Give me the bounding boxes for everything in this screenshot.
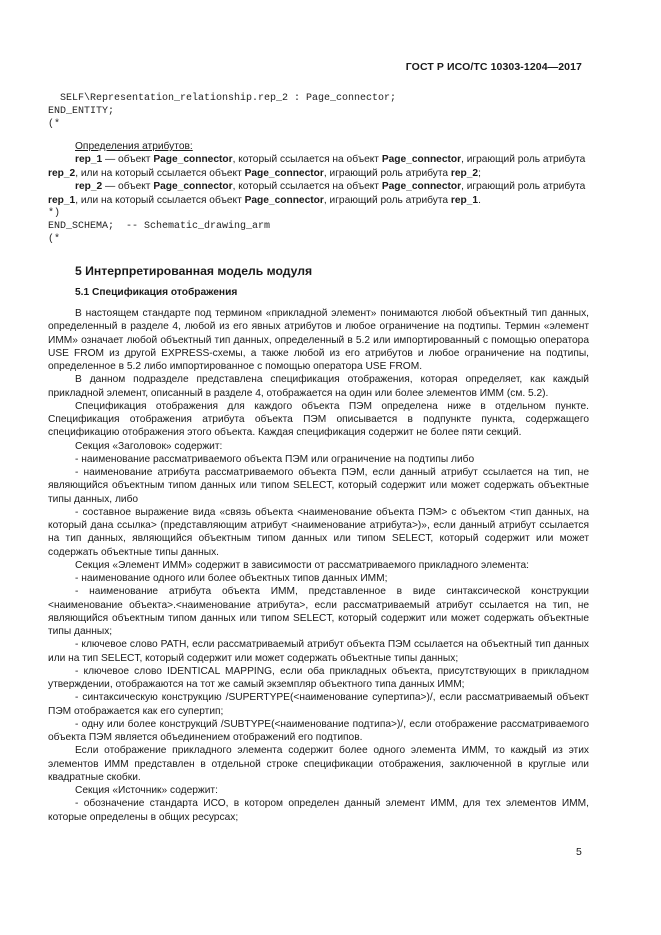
section-heading: 5 Интерпретированная модель модуля bbox=[75, 264, 313, 278]
list-item: - обозначение стандарта ИСО, в котором определен данный элемент ИММ, для тех элементов ИММ, которые определены в общих ресурсах; bbox=[48, 798, 589, 823]
attribute-rep2-definition: rep_2 — объект Page_connector, который ссылается на объект Page_connector, играющий роль атрибута rep_1, или на который ссылается объект Page_connector, играющий роль атрибута rep_1. bbox=[48, 181, 586, 206]
code-line: *) bbox=[48, 208, 61, 219]
paragraph: Спецификация отображения для каждого объекта ПЭМ определена ниже в отдельном пункте. Спецификация отображения атрибута объекта ПЭМ описывается в подпункте пункта, содержащего спецификацию отображения этого объекта. Каждая спецификация содержит не более пяти секций. bbox=[48, 400, 589, 439]
paragraph: В данном подразделе представлена спецификация отображения, которая определяет, как каждый прикладной элемент, описанный в разделе 4, отображается на один или более элементов ИММ (см. 5.2). bbox=[48, 374, 589, 399]
attribute-rep1-definition: rep_1 — объект Page_connector, который ссылается на объект Page_connector, играющий роль атрибута rep_2, или на который ссылается объект Page_connector, играющий роль атрибута rep_2; bbox=[48, 154, 586, 179]
code-line: (* bbox=[48, 119, 61, 131]
subsection-heading: 5.1 Спецификация отображения bbox=[75, 287, 238, 298]
code-line: END_ENTITY; bbox=[48, 106, 115, 118]
express-code-block-1 bbox=[48, 92, 608, 132]
attribute-definitions-heading: Определения атрибутов: bbox=[75, 141, 193, 152]
document-header: ГОСТ Р ИСО/ТС 10303-1204—2017 bbox=[405, 61, 582, 73]
list-item: - наименование атрибута объекта ИММ, представленное в виде синтаксической конструкции <наименование объекта>.<наименование атрибута>, если рассматриваемый атрибут ссылается на тип, не являющийся объектным типом данных или типом SELECT, который содержит или может содержать объектные типы данных; bbox=[48, 586, 589, 637]
list-item: - наименование рассматриваемого объекта ПЭМ или ограничение на подтипы либо bbox=[75, 453, 475, 465]
paragraph: Секция «Элемент ИММ» содержит в зависимости от рассматриваемого прикладного элемента: bbox=[75, 559, 529, 571]
list-item: - составное выражение вида «связь объекта <наименование объекта ПЭМ> с объектом <тип данных, на который дана ссылка> (представляющим атрибут <наименование атрибута>)», если данный атрибут ссылается на тип данных, являющийся объектным типом данных или типом SELECT, который содержит или может содержать объектные типы данных. bbox=[48, 506, 589, 558]
list-item: - ключевое слово PATH, если рассматриваемый атрибут объекта ПЭМ ссылается на объектный тип данных или на тип SELECT, который содержит или может содержать объектные типы данных; bbox=[48, 639, 589, 664]
express-code-block-2 bbox=[48, 207, 608, 247]
list-item: - ключевое слово IDENTICAL MAPPING, если оба прикладных объекта, присутствующих в прикладном утверждении, отображаются на тот же самый экземпляр объектного типа данных ИММ; bbox=[48, 665, 589, 690]
paragraph: Если отображение прикладного элемента содержит более одного элемента ИММ, то каждый из этих элементов ИММ представлен в отдельной строке спецификации отображения, заключенной в круглые или квадратные скобки. bbox=[48, 745, 589, 783]
paragraph: В настоящем стандарте под термином «прикладной элемент» понимаются любой объектный тип данных, определенный в разделе 4, любой из его явных атрибутов и любое ограничение на подтипы. Термин «элемент ИММ» означает любой объектный тип данных, определенный в 5.2 или импортированный с помощью оператора USE FROM из другой EXPRESS-схемы, а также любой из его атрибутов и любое ограничение на подтипы, определенное в 5.2 либо импортированное с помощью оператора USE FROM. bbox=[48, 308, 589, 372]
attribute-definitions bbox=[48, 140, 589, 207]
code-line: END_SCHEMA; -- Schematic_drawing_arm bbox=[48, 221, 271, 233]
list-item: - синтаксическую конструкцию /SUPERTYPE(<наименование супертипа>)/, если рассматриваемый объект ПЭМ отображается как его супертип; bbox=[48, 692, 589, 717]
paragraph: Секция «Заголовок» содержит: bbox=[75, 440, 223, 452]
list-item: - наименование одного или более объектных типов данных ИММ; bbox=[75, 573, 388, 584]
paragraph: Секция «Источник» содержит: bbox=[75, 785, 218, 796]
list-item: - наименование атрибута рассматриваемого объекта ПЭМ, если данный атрибут ссылается на тип, не являющийся объектным типом данных или типом SELECT, который содержит или может содержать объектные типы данных, либо bbox=[48, 467, 589, 505]
list-item: - одну или более конструкций /SUBTYPE(<наименование подтипа>)/, если отображение рассматриваемого объекта ПЭМ является объединением отображений его подтипов. bbox=[48, 718, 589, 743]
body-text bbox=[48, 307, 589, 824]
code-line: (* bbox=[48, 234, 61, 246]
page-number: 5 bbox=[576, 846, 582, 858]
code-line: SELF\Representation_relationship.rep_2 : Page_connector; bbox=[48, 93, 397, 104]
